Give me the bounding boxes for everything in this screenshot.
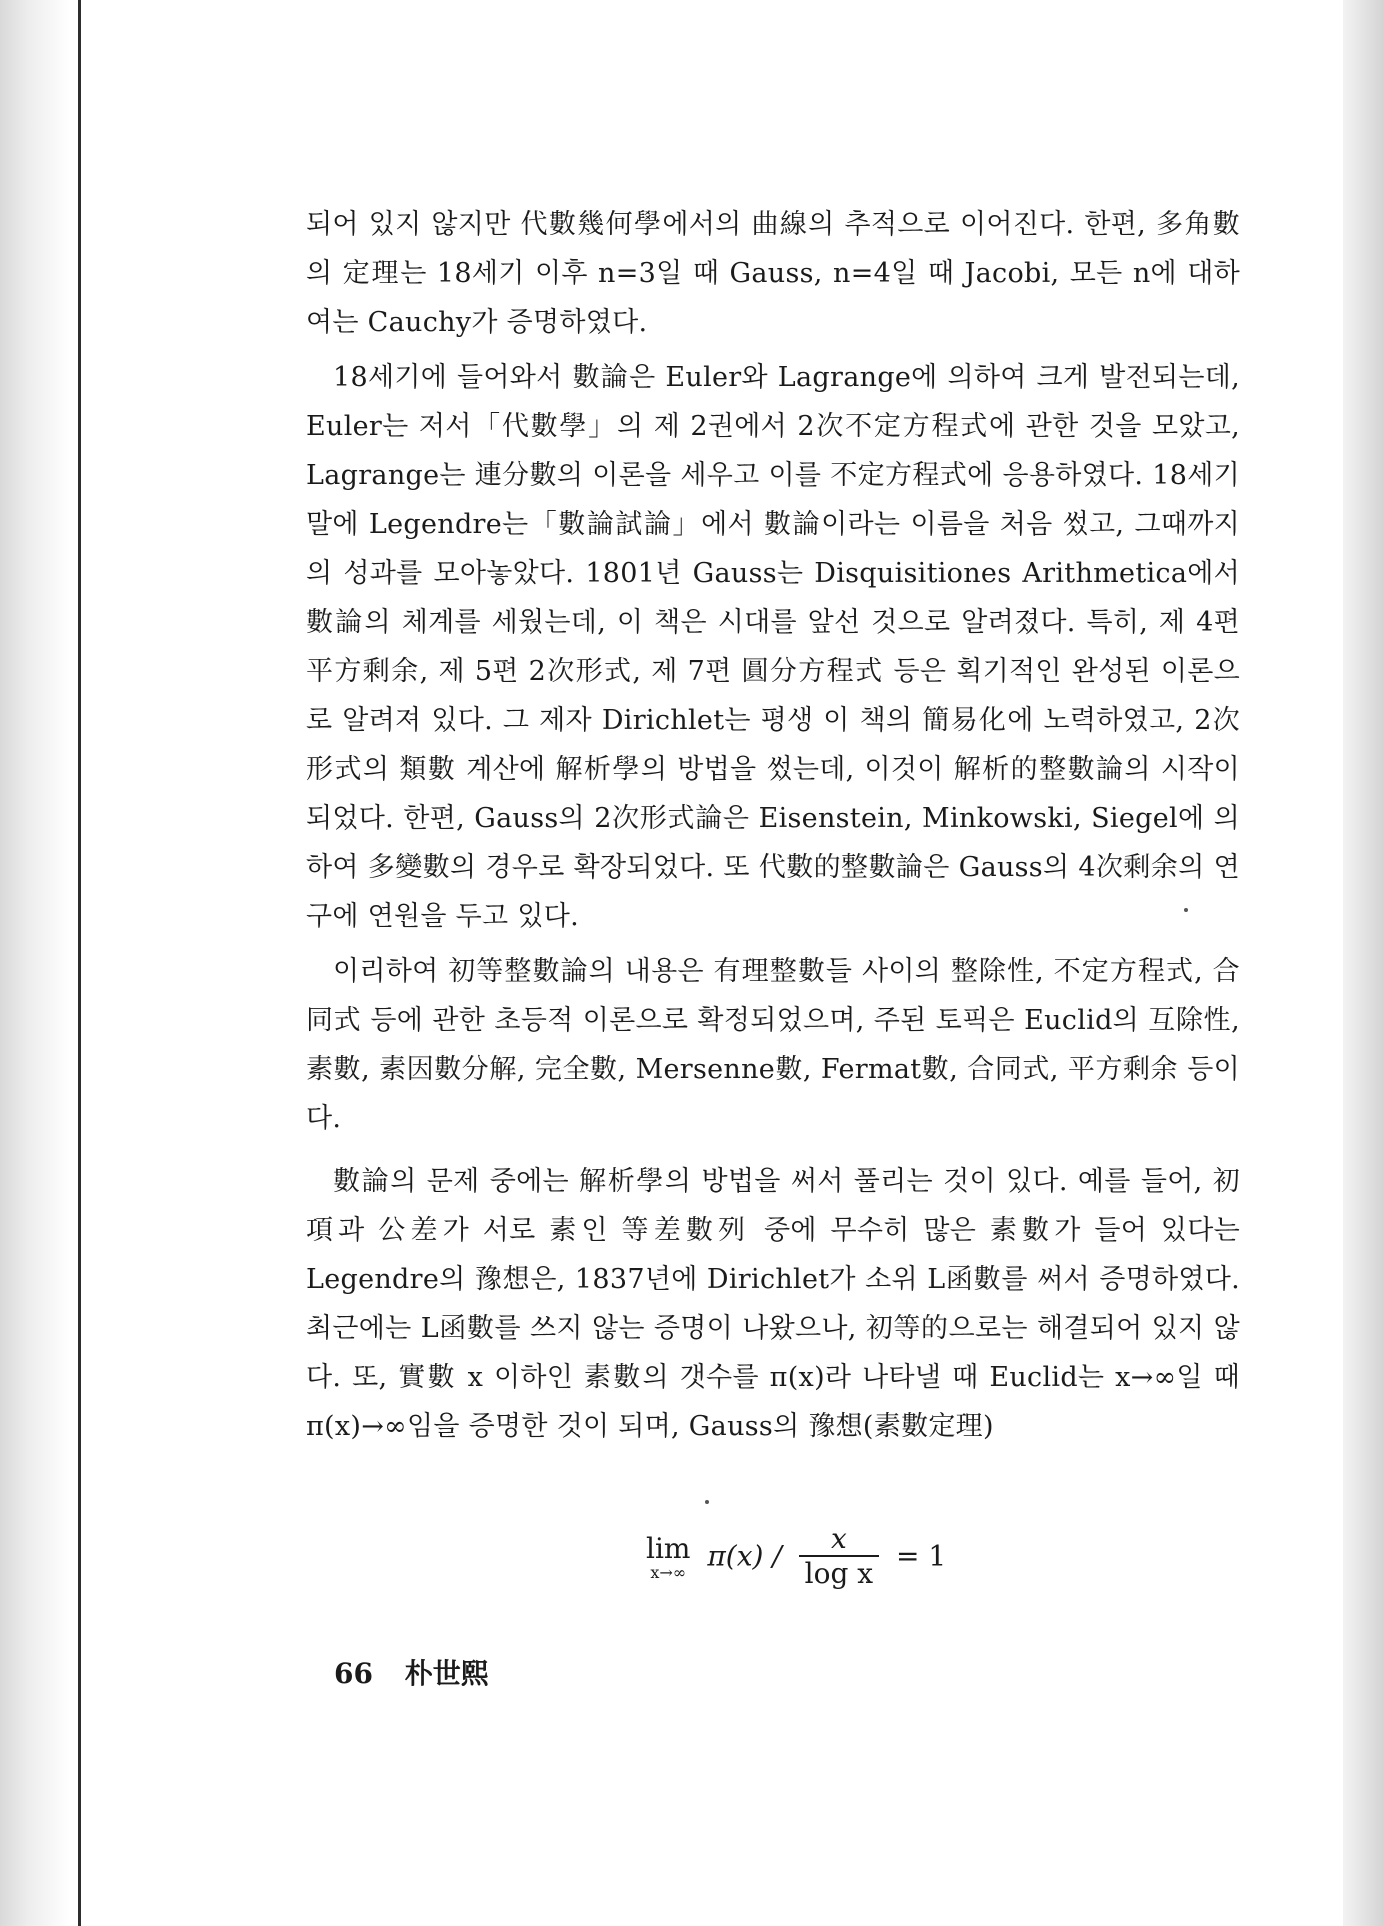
paragraph-3: 이리하여 初等整數論의 내용은 有理整數들 사이의 整除性, 不定方程式, 合同式 등에 관한 초등적 이론으로 확정되었으며, 주된 토픽은 Euclid의 互除性, 素數, 素因數分解, 完全數, Mersenne數, Fermat數, 合同式, 平方剩余 등이다. xyxy=(306,956,1240,1134)
paragraph-2: 18세기에 들어와서 數論은 Euler와 Lagrange에 의하여 크게 발전되는데, Euler는 저서「代數學」의 제 2권에서 2次不定方程式에 관한 것을 모았고, Lagrange는 連分數의 이론을 세우고 이를 不定方程式에 응용하였다. 18세기 말에 Legendre는「數論試論」에서 數論이라는 이름을 처음 썼고, 그때까지의 성과를 모아놓았다. 1801년 Gauss는 Disquisitiones Arithmetica에서 數論의 체계를 세웠는데, 이 책은 시대를 앞선 것으로 알려졌다. 특히, 제 4편 平方剩余, 제 5편 2次形式, 제 7편 圓分方程式 등은 획기적인 완성된 이론으로 알려져 있다. 그 제자 Dirichlet는 평생 이 책의 簡易化에 노력하였고, 2次形式의 類數 계산에 解析學의 방법을 썼는데, 이것이 解析的整數論의 시작이 되었다. 한편, Gauss의 2次形式論은 Eisenstein, Minkowski, Siegel에 의하여 多變數의 경우로 확장되었다. 또 代數的整數論은 Gauss의 4次剩余의 연구에 연원을 두고 있다. xyxy=(306,362,1240,932)
formula-pi-term: π(x) / xyxy=(707,1539,782,1573)
formula-denominator: log x xyxy=(804,1557,874,1590)
formula-subscript: x→∞ xyxy=(650,1562,687,1582)
body-text xyxy=(306,200,1240,1451)
paragraph-1: 되어 있지 않지만 代數幾何學에서의 曲線의 추적으로 이어진다. 한편, 多角數의 定理는 18세기 이후 n=3일 때 Gauss, n=4일 때 Jacobi, 모든 n에 대하여는 Cauchy가 증명하였다. xyxy=(306,209,1240,338)
scan-left-margin xyxy=(0,0,70,1926)
paragraph-4: 數論의 문제 중에는 解析學의 방법을 써서 풀리는 것이 있다. 예를 들어, 初項과 公差가 서로 素인 等差數列 중에 무수히 많은 素數가 들어 있다는 Legendre의 豫想은, 1837년에 Dirichlet가 소위 L函數를 써서 증명하였다. 최근에는 L函數를 쓰지 않는 증명이 나왔으나, 初等的으로는 해결되어 있지 않다. 또, 實數 x 이하인 素數의 갯수를 π(x)라 나타낼 때 Euclid는 x→∞일 때 π(x)→∞임을 증명한 것이 되며, Gauss의 豫想(素數定理) xyxy=(306,1166,1240,1442)
author-name: 朴世熙 xyxy=(404,1657,489,1690)
scan-speck xyxy=(705,1500,709,1504)
formula-equals: = 1 xyxy=(896,1539,947,1573)
page-footer xyxy=(334,1652,489,1692)
formula-numerator: x xyxy=(799,1522,879,1557)
page-number: 66 xyxy=(334,1657,373,1690)
prime-number-theorem-formula xyxy=(646,1522,946,1590)
formula-lim: lim xyxy=(646,1531,691,1565)
scan-speck xyxy=(1184,908,1188,912)
